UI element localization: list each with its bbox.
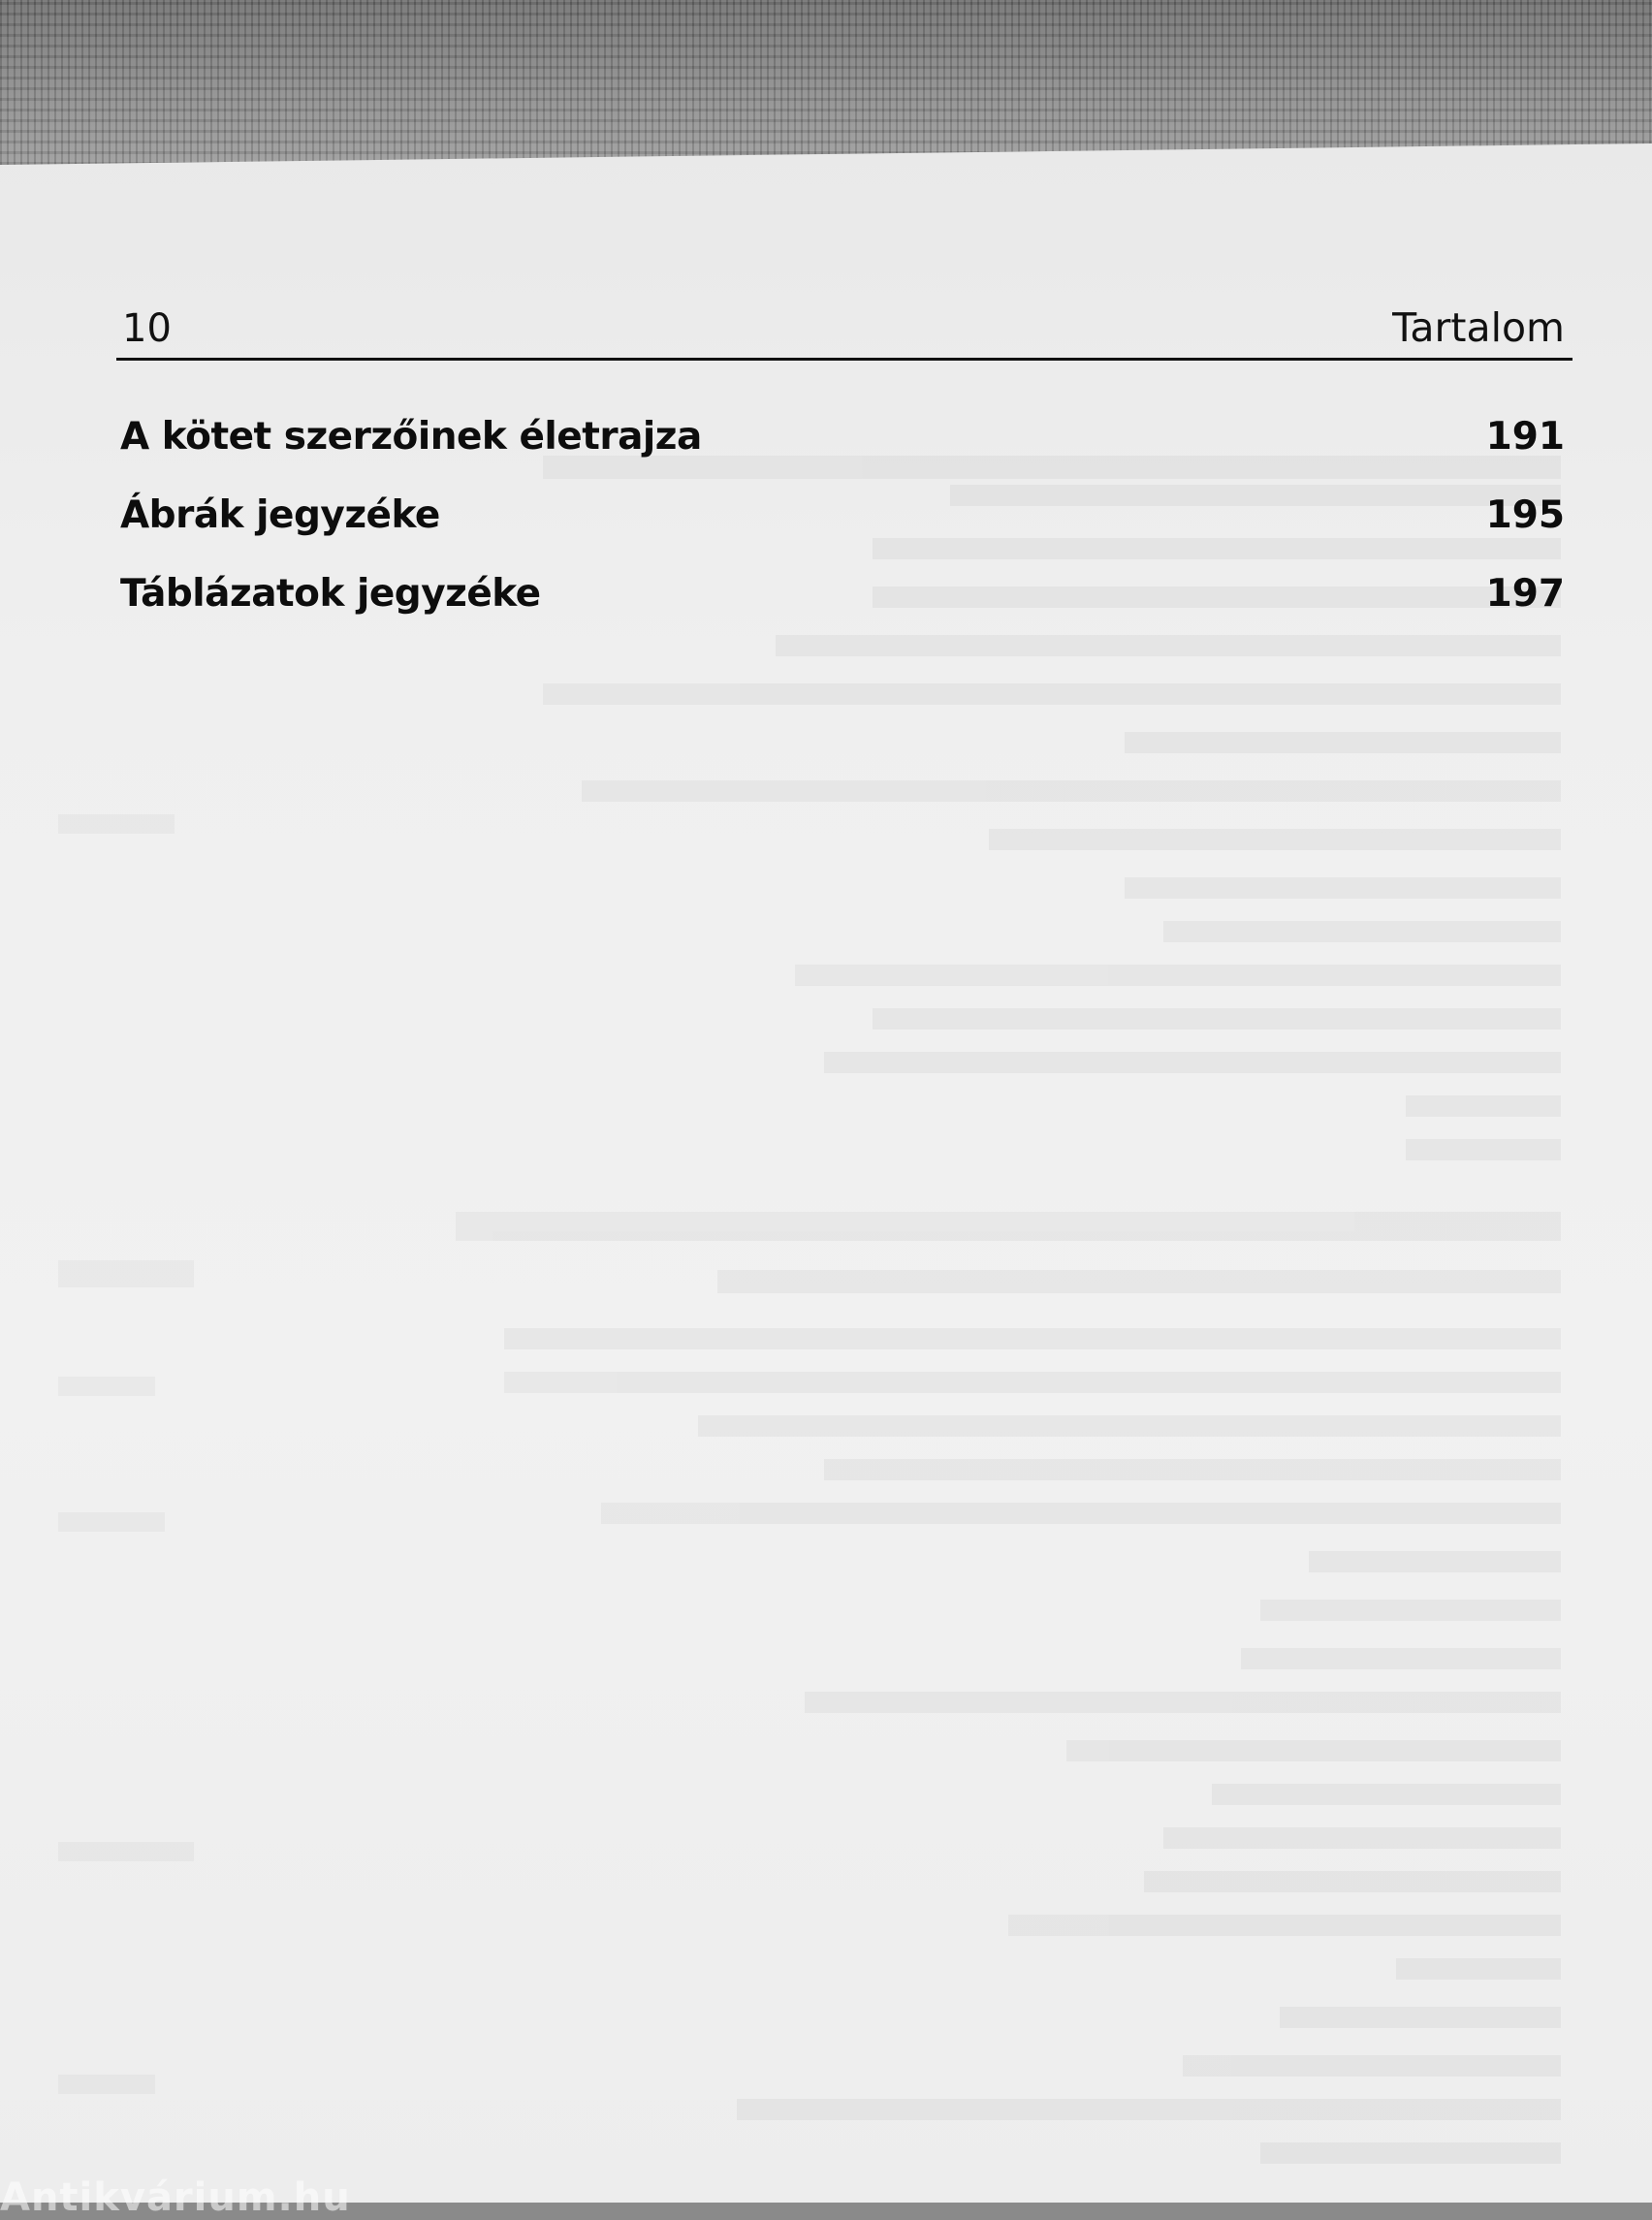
- toc-entry-title: Táblázatok jegyzéke: [120, 572, 541, 616]
- background-surface: [0, 0, 1652, 165]
- toc-entry-title: A kötet szerzőinek életrajza: [120, 415, 702, 459]
- toc-entry-page-number: 197: [1485, 572, 1565, 616]
- watermark: Antikvárium.hu: [0, 2175, 351, 2220]
- toc-entry-page-number: 191: [1485, 415, 1565, 459]
- toc-entry-page-number: 195: [1485, 493, 1565, 537]
- toc-entry-list-of-tables: [120, 572, 1565, 650]
- table-of-contents: [120, 415, 1565, 650]
- toc-entry-list-of-figures: [120, 493, 1565, 572]
- header-rule: [116, 358, 1573, 361]
- page-header: [116, 302, 1571, 361]
- toc-entry-author-biographies: [120, 415, 1565, 493]
- toc-entry-title: Ábrák jegyzéke: [120, 493, 440, 537]
- page-number: 10: [122, 306, 172, 351]
- running-title: Tartalom: [1392, 304, 1565, 351]
